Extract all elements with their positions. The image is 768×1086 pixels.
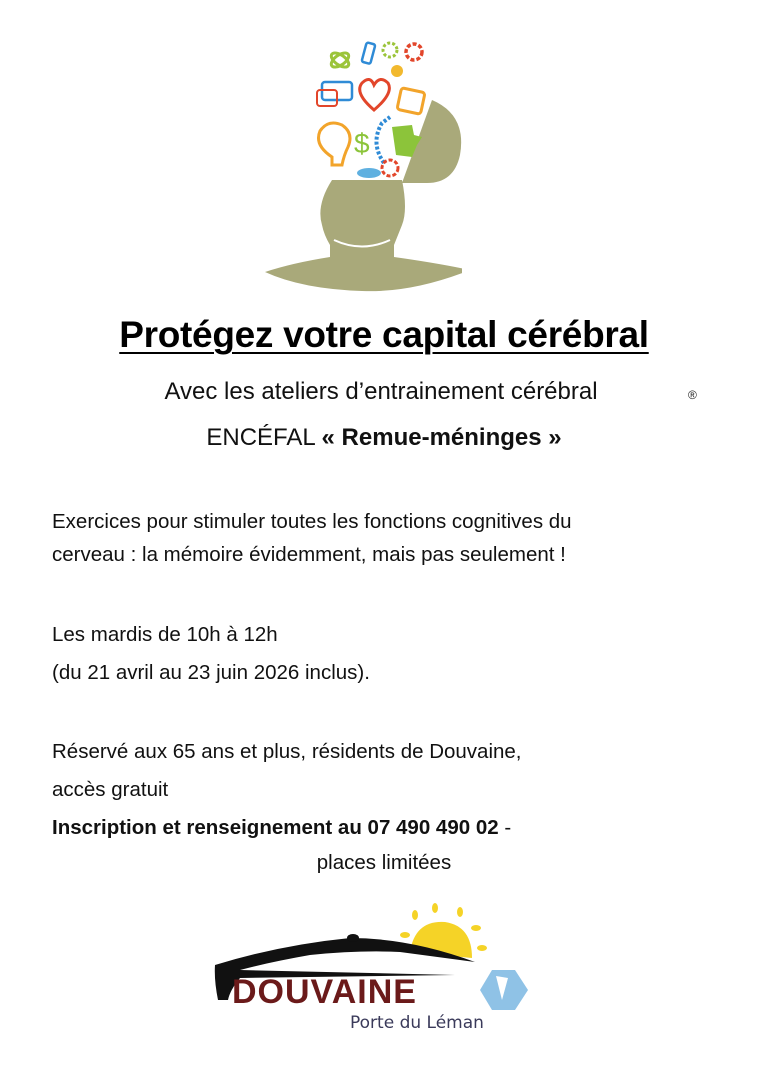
douvaine-logo: [210, 900, 535, 1035]
sailboat-hexagon-icon: [480, 970, 528, 1010]
dollar-icon: $: [354, 128, 370, 159]
brand-name: « Remue-méninges »: [321, 424, 562, 451]
description: Exercices pour stimuler toutes les fonctions cognitives du cerveau : la mémoire évidemment, mais pas seulement !: [52, 510, 572, 566]
eligibility: Réservé aux 65 ans et plus, résidents de Douvaine, accès gratuit Inscription et renseignement au 07 490 490 02 -: [52, 733, 732, 847]
heart-icon: [360, 79, 390, 110]
atom-icon: [329, 50, 351, 70]
battery-icon: [362, 42, 376, 64]
schedule: Les mardis de 10h à 12h (du 21 avril au 23 juin 2026 inclus).: [52, 623, 370, 684]
subtitle: Avec les ateliers d’entrainement cérébral: [164, 378, 598, 405]
registered-mark: ®: [688, 388, 697, 402]
registration-info: Inscription et renseignement au 07 490 490 02 -: [52, 816, 512, 839]
head-silhouette: [265, 180, 462, 291]
gear-icon: [406, 44, 422, 60]
limited-places: places limitées: [316, 851, 452, 874]
page-title: Protégez votre capital cérébral: [119, 314, 649, 355]
program-name: [0, 424, 768, 452]
lightbulb-icon: [319, 123, 351, 165]
brand-prefix: ENCÉFAL: [206, 424, 315, 451]
flower-gear-icon: [382, 160, 398, 176]
registration-phone: Inscription et renseignement au 07 490 490 02: [52, 816, 499, 839]
gear-icon: [391, 65, 403, 77]
logo-name: DOUVAINE: [232, 973, 417, 1011]
open-head-illustration: [262, 35, 462, 295]
coins-icon: [357, 168, 381, 178]
arrow-icon: [376, 117, 390, 163]
gear-icon: [383, 43, 397, 57]
logo-tagline: Porte du Léman: [350, 1013, 484, 1033]
calendar-check-icon: [397, 88, 425, 115]
